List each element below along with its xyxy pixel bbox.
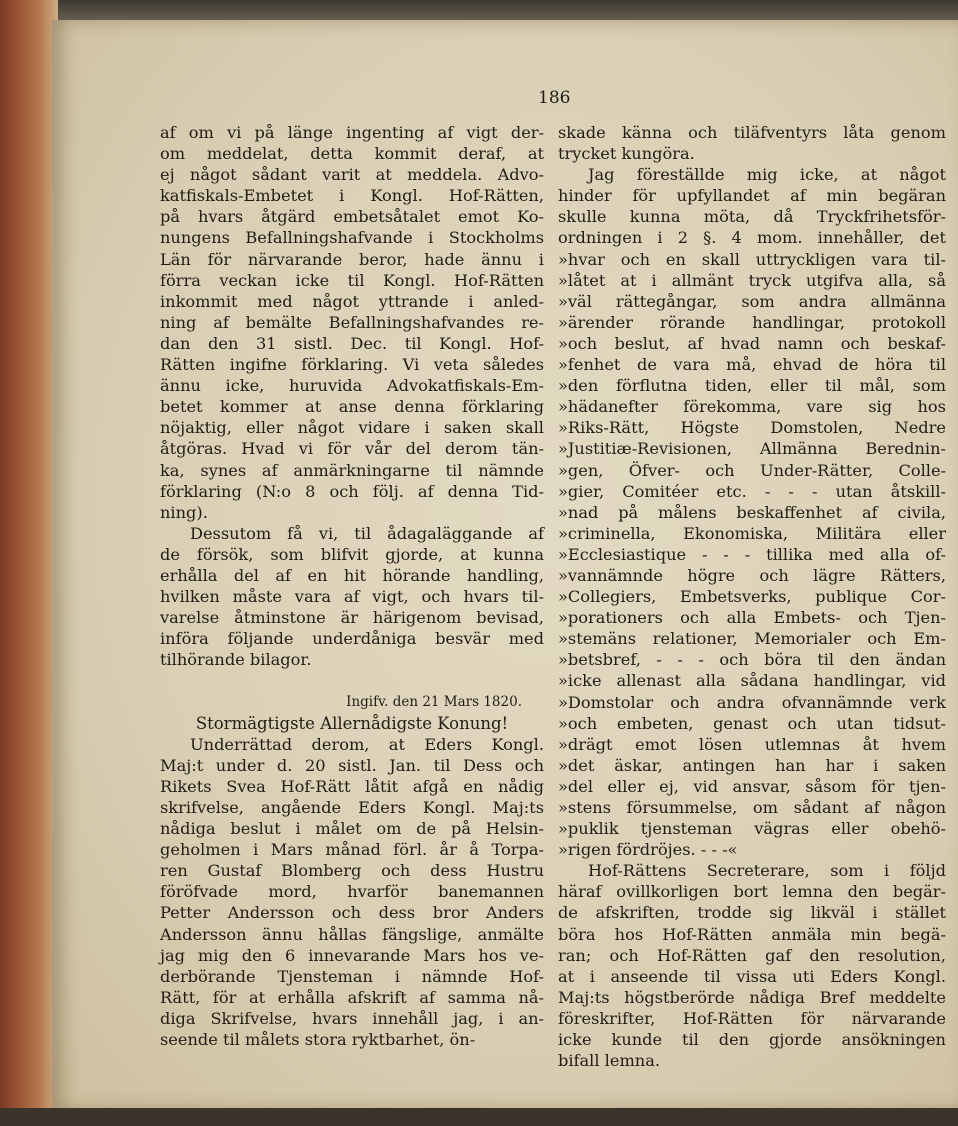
text-line: »drägt emot lösen utlemnas åt hvem: [558, 734, 946, 754]
text-line: »betsbref, - - - och böra til den ändan: [558, 650, 946, 670]
text-line: Stormägtigste Allernådigste Konung!: [195, 713, 509, 733]
text-line: Jag föreställde mig icke, at något: [588, 165, 946, 185]
left-text-column: [160, 122, 544, 1050]
text-line: inkommit med något yttrande i anled-: [160, 291, 544, 311]
text-line: jag mig den 6 innevarande Mars hos ve-: [160, 945, 544, 965]
text-line: ning).: [160, 502, 208, 522]
text-line: Andersson ännu hållas fängslige, anmälte: [160, 924, 544, 944]
text-line: »hvar och en skall uttryckligen vara til-: [558, 249, 946, 269]
right-text-column: [558, 122, 946, 1071]
text-line: at i anseende til vissa uti Eders Kongl.: [558, 966, 946, 986]
text-line: [160, 670, 544, 691]
text-line: Maj:t under d. 20 sistl. Jan. til Dess och: [160, 755, 544, 775]
text-line: ordningen i 2 §. 4 mom. innehåller, det: [558, 228, 946, 248]
text-line: de afskriften, trodde sig likväl i stället: [558, 903, 946, 923]
text-line: »Domstolar och andra ofvannämnde verk: [558, 692, 946, 712]
text-line: »icke allenast alla sådana handlingar, vid: [558, 671, 946, 691]
text-line: geholmen i Mars månad förl. år å Torpa-: [160, 840, 544, 860]
text-line: bifall lemna.: [558, 1051, 661, 1071]
text-line: »låtet at i allmänt tryck utgifva alla, så: [558, 270, 946, 290]
text-line: föreskrifter, Hof-Rätten för närvarande: [558, 1008, 946, 1028]
text-line: Underrättad derom, at Eders Kongl.: [190, 734, 544, 754]
text-line: »hädanefter förekomma, vare sig hos: [558, 397, 946, 417]
text-line: Rikets Svea Hof-Rätt låtit afgå en nådig: [160, 776, 544, 796]
text-line: böra hos Hof-Rätten anmäla min begä-: [558, 924, 946, 944]
text-line: icke kunde til den gjorde ansökningen: [558, 1030, 946, 1050]
text-line: »gier, Comitéer etc. - - - utan åtskill-: [558, 481, 946, 501]
text-line: föröfvade mord, hvarför banemannen: [160, 882, 544, 902]
text-line: nöjaktig, eller något vidare i saken skall: [160, 418, 544, 438]
text-line: »Ecclesiastique - - - tillika med alla of-: [558, 544, 946, 564]
text-line: »Riks-Rätt, Högste Domstolen, Nedre: [558, 418, 946, 438]
text-line: »den förflutna tiden, eller til mål, som: [558, 376, 946, 396]
text-line: nungens Befallningshafvande i Stockholms: [160, 228, 544, 248]
text-line: diga Skrifvelse, hvars innehåll jag, i an-: [160, 1008, 544, 1028]
text-line: erhålla del af en hit hörande handling,: [160, 565, 544, 585]
text-line: »det äskar, antingen han har i saken: [558, 755, 946, 775]
text-line: »stens försummelse, om sådant af någon: [558, 798, 946, 817]
scan-bottom-edge: [0, 1108, 958, 1126]
text-line: trycket kungöra.: [558, 144, 695, 164]
text-line: »criminella, Ekonomiska, Militära eller: [558, 523, 946, 543]
text-line: om meddelat, detta kommit deraf, at: [160, 144, 544, 164]
text-line: »porationers och alla Embets- och Tjen-: [558, 608, 946, 628]
text-line: dan den 31 sistl. Dec. til Kongl. Hof-: [160, 333, 544, 353]
text-line: Maj:ts högstberörde nådiga Bref meddelte: [558, 987, 946, 1007]
text-line: skrifvelse, angående Eders Kongl. Maj:ts: [160, 798, 544, 817]
text-line: ren Gustaf Blomberg och dess Hustru: [160, 861, 544, 881]
text-line: »nad på målens beskaffenhet af civila,: [558, 502, 946, 522]
text-line: ning af bemälte Befallningshafvandes re-: [160, 312, 544, 332]
text-line: »stemäns relationer, Memorialer och Em-: [558, 629, 946, 649]
text-line: varelse åtminstone är härigenom bevisad,: [160, 608, 544, 628]
text-line: införa följande underdåniga besvär med: [160, 629, 544, 649]
text-line: hinder för upfyllandet af min begäran: [558, 186, 946, 206]
text-line: ej något sådant varit at meddela. Advo-: [160, 165, 544, 185]
text-line: skade känna och tiläfventyrs låta genom: [558, 123, 946, 142]
text-line: »Justitiæ-Revisionen, Allmänna Berednin-: [558, 439, 946, 459]
text-line: åtgöras. Hvad vi för vår del derom tän-: [160, 439, 544, 459]
text-line: »gen, Öfver- och Under-Rätter, Colle-: [558, 460, 946, 480]
text-line: »ärender rörande handlingar, protokoll: [558, 312, 946, 332]
text-line: »rigen fördröjes. - - -«: [558, 840, 738, 860]
text-line: Rätten ingifne förklaring. Vi veta således: [160, 355, 544, 375]
text-line: af om vi på länge ingenting af vigt der-: [160, 123, 544, 142]
text-line: Rätt, för at erhålla afskrift af samma nå-: [160, 987, 544, 1007]
text-line: betet kommer at anse denna förklaring: [160, 397, 544, 417]
text-line: ka, synes af anmärkningarne til nämnde: [160, 460, 544, 480]
text-line: Hof-Rättens Secreterare, som i följd: [588, 861, 946, 881]
text-line: seende til målets stora ryktbarhet, ön-: [160, 1030, 476, 1050]
text-line: häraf ovillkorligen bort lemna den begär-: [558, 882, 946, 902]
text-line: de försök, som blifvit gjorde, at kunna: [160, 544, 544, 564]
text-line: Län för närvarande beror, hade ännu i: [160, 249, 544, 269]
text-line: på hvars åtgärd embetsåtalet emot Ko-: [160, 207, 544, 227]
text-line: nådiga beslut i målet om de på Helsin-: [160, 819, 544, 839]
text-line: Petter Andersson och dess bror Anders: [160, 903, 544, 923]
text-line: skulle kunna möta, då Tryckfrihetsför-: [558, 207, 946, 227]
text-line: »och beslut, af hvad namn och beskaf-: [558, 333, 946, 353]
text-line: förra veckan icke til Kongl. Hof-Rätten: [160, 270, 544, 290]
text-line: ännu icke, huruvida Advokatfiskals-Em-: [160, 376, 544, 396]
text-line: »puklik tjensteman vägras eller obehö-: [558, 819, 946, 839]
text-line: derbörande Tjensteman i nämnde Hof-: [160, 966, 544, 986]
text-line: förklaring (N:o 8 och följ. af denna Tid-: [160, 481, 544, 501]
text-line: katfiskals-Embetet i Kongl. Hof-Rätten,: [160, 186, 544, 206]
scan-top-edge: [0, 0, 958, 22]
text-line: hvilken måste vara af vigt, och hvars til-: [160, 587, 544, 607]
text-line: tilhörande bilagor.: [160, 650, 312, 670]
text-line: »fenhet de vara må, ehvad de höra til: [558, 355, 946, 375]
text-line: »väl rättegångar, som andra allmänna: [558, 291, 946, 311]
text-line: »del eller ej, vid ansvar, såsom för tjen-: [558, 776, 946, 796]
book-spine-edge: [0, 0, 58, 1126]
text-line: »Collegiers, Embetsverks, publique Cor-: [558, 587, 946, 607]
text-line: »och embeten, genast och utan tidsut-: [558, 713, 946, 733]
text-line: ran; och Hof-Rätten gaf den resolution,: [558, 945, 946, 965]
text-line: Ingifv. den 21 Mars 1820.: [346, 693, 522, 710]
text-line: Dessutom få vi, til ådagaläggande af: [190, 523, 544, 543]
text-line: »vannämnde högre och lägre Rätters,: [558, 565, 946, 585]
page-number: 186: [538, 88, 571, 108]
